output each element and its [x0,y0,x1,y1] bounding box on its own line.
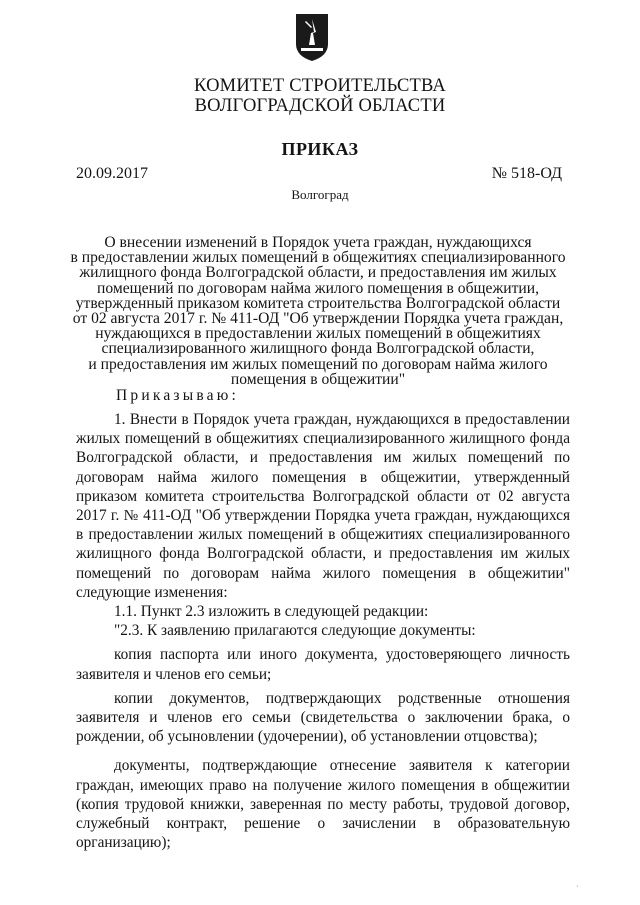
document-city: Волгоград [291,187,349,202]
subject-line: в предоставлении жилых помещений в общежитиях специализированного [70,249,566,267]
subject-line: помещения в общежитии" [230,370,406,388]
authority-line-1: КОМИТЕТ СТРОИТЕЛЬСТВА [194,76,446,96]
scan-speck: · [576,882,579,891]
paragraph-clause: 1.1. Пункт 2.3 изложить в следующей редакции: [114,603,429,621]
paragraph-list-item: копия паспорта или иного документа, удостоверяющего личность заявителя и членов его семьи; [76,646,570,683]
paragraph-list-item: копии документов, подтверждающих родственные отношения заявителя и членов его семьи (свидетельства о заключении брака, о рождении, об усыновлении (удочерении), об установлении отцовства); [76,689,570,746]
paragraph-clause: "2.3. К заявлению прилагаются следующие документы: [114,622,476,640]
subject-line: и предоставления им жилых помещений по договорам найма жилого [88,355,548,373]
order-directive: Приказываю: [116,387,240,404]
issuing-authority [0,76,640,116]
paragraph-list-item: документы, подтверждающие отнесение заявителя к категории граждан, имеющих право на получение жилого помещения в общежитии (копия трудовой книжки, заверенная по месту работы, трудовой договор, служебный контракт, решение о зачислении в образовательную организацию); [76,757,570,852]
volgograd-coat-of-arms-icon [294,12,330,62]
subject-line: помещений по договорам найма жилого помещения в общежитии, [97,279,539,297]
document-body [76,410,570,852]
authority-line-2: ВОЛГОГРАДСКОЙ ОБЛАСТИ [194,96,446,116]
document-number: № 518-ОД [491,165,562,182]
subject-line: жилищного фонда Волгоградской области, и предоставления им жилых [79,264,557,282]
subject-line: утвержденный приказом комитета строительства Волгоградской области [75,294,561,312]
subject-line: от 02 августа 2017 г. № 411-ОД "Об утверждении Порядка учета граждан, [72,310,564,328]
document-type: ПРИКАЗ [281,139,359,159]
subject-line: О внесении изменений в Порядок учета граждан, нуждающихся [104,234,532,251]
document-date: 20.09.2017 [76,165,148,182]
paragraph-amendment: 1. Внести в Порядок учета граждан, нуждающихся в предоставлении жилых помещений в общежитиях специализированного жилищного фонда Волгоградской области, и предоставления им жилых помещений по договорам найма жилого помещения в общежитии, утвержденный приказом комитета строительства Волгоградской области от 02 августа 2017 г. № 411-ОД "Об утверждении Порядка учета граждан, нуждающихся в предоставлении жилых помещений в общежитиях специализированного жилищного фонда Волгоградской области, и предоставления им жилых помещений по договорам найма жилого помещения в общежитии" следующие изменения: [76,411,570,601]
document-subject [68,235,568,387]
subject-line: специализированного жилищного фонда Волгоградской области, [101,340,535,358]
subject-line: нуждающихся в предоставлении жилых помещений в общежитиях [95,325,541,343]
